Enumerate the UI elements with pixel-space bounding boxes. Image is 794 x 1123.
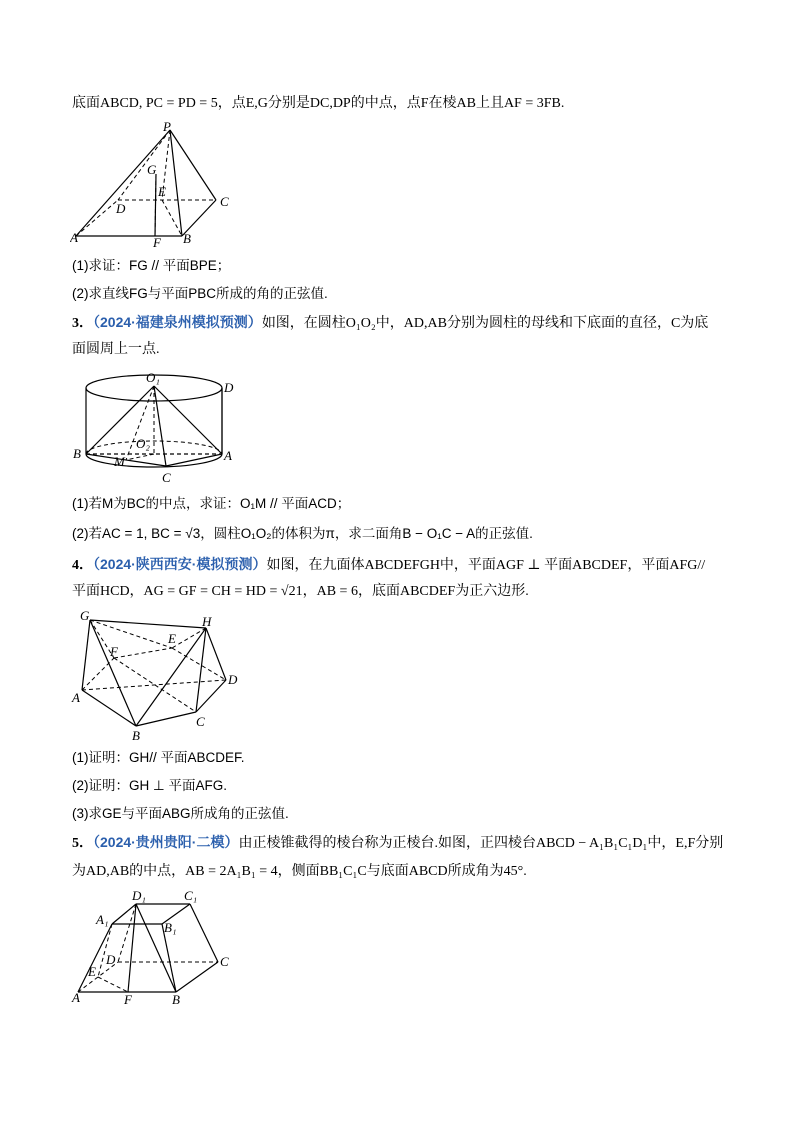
problem-2-question-2: (2)求直线FG与平面PBC所成的角的正弦值. (72, 286, 328, 301)
figure-edge (206, 628, 226, 680)
figure-edge (136, 904, 176, 992)
label-D: D (228, 672, 238, 687)
problem-5-text-1: 由正棱锥截得的棱台称为正棱台.如图，正四棱台ABCD − A₁B₁C₁D₁中，E,F分别 (238, 836, 724, 851)
label-D: D (106, 952, 116, 967)
problem-3-question-1: (1)若M为BC的中点，求证：O₁M // 平面ACD； (72, 496, 351, 511)
cylinder-figure (70, 368, 240, 486)
figure-edge (98, 924, 112, 977)
label-D: D (116, 201, 126, 216)
problem-4-question-3: (3)求GE与平面ABG所成角的正弦值. (72, 806, 289, 821)
label-H: H (202, 614, 212, 629)
problem-3-number: 3． (72, 316, 93, 331)
problem-2-question-1: (1)求证：FG // 平面BPE； (72, 258, 231, 273)
figure-edge (128, 904, 136, 992)
problem-4-question-2: (2)证明：GH ⊥ 平面AFG. (72, 778, 228, 793)
problem-4-number: 4． (72, 558, 93, 573)
figure-edge (86, 454, 222, 467)
pyramid-figure (70, 120, 240, 250)
label-C: C (196, 714, 205, 729)
label-D1: D₁ (132, 888, 146, 903)
label-B: B (132, 728, 140, 743)
label-A: A (224, 448, 232, 463)
label-G: G (80, 608, 90, 623)
label-A: A (72, 690, 80, 705)
figure-edge (98, 977, 128, 992)
label-M: M (114, 454, 125, 469)
label-B: B (172, 992, 180, 1007)
figure-edge (90, 620, 206, 628)
figure-edge (176, 962, 218, 992)
figure-edge (196, 680, 226, 712)
label-G: G (147, 162, 157, 177)
problem-3-question-2: (2)若AC = 1, BC = √3，圆柱O₁O₂的体积为π，求二面角B − O₁C − A的正弦值. (72, 526, 533, 541)
label-F: F (153, 235, 161, 250)
figure-edge (90, 620, 172, 648)
problem-3-statement-line-2: 面圆周上一点. (72, 342, 160, 357)
figure-edge (126, 454, 154, 460)
label-B: B (73, 446, 81, 461)
frustum-labels (71, 888, 229, 1007)
frustum-figure (70, 888, 240, 1010)
label-O1: O₁ (146, 370, 160, 385)
pyramid-labels (70, 120, 229, 250)
problem-4-statement-line-1 (72, 554, 705, 576)
label-P: P (163, 120, 171, 134)
problem-4-text-1: 如图，在九面体ABCDEFGH中，平面AGF ⊥ 平面ABCDEF，平面AFG// (266, 558, 706, 573)
label-D: D (224, 380, 234, 395)
problem-2-intro: 底面ABCD, PC = PD = 5，点E,G分别是DC,DP的中点，点F在棱AB上且AF = 3FB. (72, 96, 565, 111)
problem-3-statement-line-1 (72, 312, 708, 334)
label-A: A (72, 990, 80, 1005)
label-E: E (88, 964, 96, 979)
label-C: C (220, 194, 229, 209)
label-E: E (168, 631, 176, 646)
figure-edge (154, 386, 222, 454)
problem-3-text-1: 如图，在圆柱O₁O₂中，AD,AB分别为圆柱的母线和下底面的直径，C为底 (261, 316, 709, 331)
figure-edge (82, 658, 114, 690)
figure-edge (114, 648, 172, 658)
figure-edge (82, 680, 226, 690)
problem-4-source: （2024·陕西西安·模拟预测） (93, 556, 267, 572)
label-B1: B₁ (164, 920, 177, 935)
label-A: A (70, 230, 78, 245)
label-B: B (183, 231, 191, 246)
label-E: E (158, 184, 166, 199)
figure-edge (82, 620, 90, 690)
label-C: C (220, 954, 229, 969)
figure-edge (76, 200, 118, 236)
label-C1: C₁ (184, 888, 198, 903)
problem-3-source: （2024·福建泉州模拟预测） (93, 314, 262, 330)
problem-5-statement-line-1 (72, 832, 723, 854)
figure-edge (155, 174, 156, 236)
problem-4-statement-line-2: 平面HCD，AG = GF = CH = HD = √21，AB = 6，底面ABCDEF为正六边形. (72, 584, 529, 599)
label-O2: O₂ (136, 436, 150, 451)
problem-5-number: 5． (72, 836, 93, 851)
nine-face-solid-figure (70, 608, 250, 743)
nine-face-labels (71, 608, 238, 743)
figure-edge (190, 904, 218, 962)
problem-4-question-1: (1)证明：GH// 平面ABCDEF. (72, 750, 245, 765)
figure-edge (172, 628, 206, 648)
label-A1: A₁ (96, 912, 109, 927)
label-F: F (124, 992, 132, 1007)
label-F: F (110, 644, 118, 659)
label-C: C (162, 470, 171, 485)
problem-5-statement-line-2: 为AD,AB的中点，AB = 2A₁B₁ = 4，侧面BB₁C₁C与底面ABCD所成角为45°. (72, 864, 527, 879)
problem-5-source: （2024·贵州贵阳·二模） (93, 834, 239, 850)
